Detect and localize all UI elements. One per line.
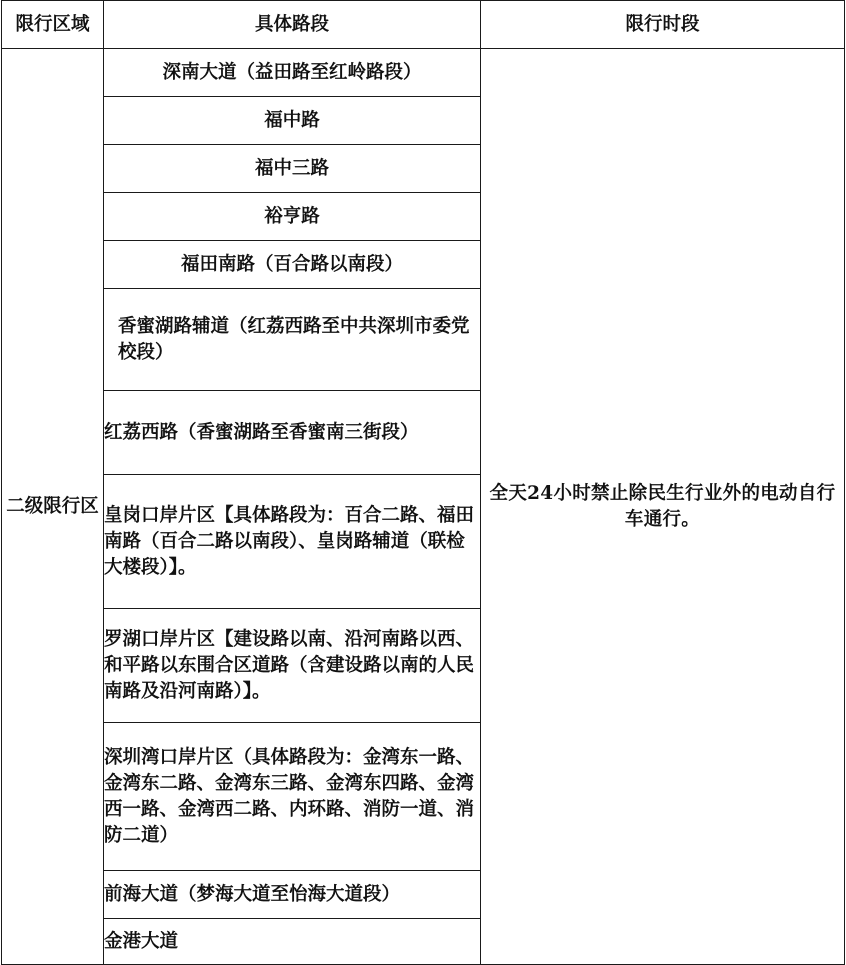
road-cell: 裕亨路 (104, 193, 481, 241)
road-cell: 福田南路（百合路以南段） (104, 241, 481, 289)
road-cell: 深南大道（益田路至红岭路段） (104, 49, 481, 97)
header-area: 限行区域 (2, 1, 104, 49)
road-cell: 红荔西路（香蜜湖路至香蜜南三街段） (104, 391, 481, 475)
road-cell: 皇岗口岸片区【具体路段为：百合二路、福田南路（百合二路以南段）、皇岗路辅道（联检大楼段）】。 (104, 475, 481, 609)
header-row (2, 1, 845, 49)
header-time: 限行时段 (481, 1, 845, 49)
time-cell: 全天24小时禁止除民生行业外的电动自行车通行。 (481, 49, 845, 965)
road-cell: 深圳湾口岸片区（具体路段为：金湾东一路、金湾东二路、金湾东三路、金湾东四路、金湾西一路、金湾西二路、内环路、消防一道、消防二道） (104, 723, 481, 871)
road-cell: 金港大道 (104, 919, 481, 965)
road-cell: 香蜜湖路辅道（红荔西路至中共深圳市委党校段） (104, 289, 481, 391)
road-cell: 罗湖口岸片区【建设路以南、沿河南路以西、和平路以东围合区道路（含建设路以南的人民南路及沿河南路）】。 (104, 609, 481, 723)
road-cell: 福中三路 (104, 145, 481, 193)
road-cell: 福中路 (104, 97, 481, 145)
header-road: 具体路段 (104, 1, 481, 49)
area-cell: 二级限行区 (2, 49, 104, 965)
table-row (2, 49, 845, 97)
road-cell: 前海大道（梦海大道至怡海大道段） (104, 871, 481, 919)
restriction-table (1, 0, 845, 965)
